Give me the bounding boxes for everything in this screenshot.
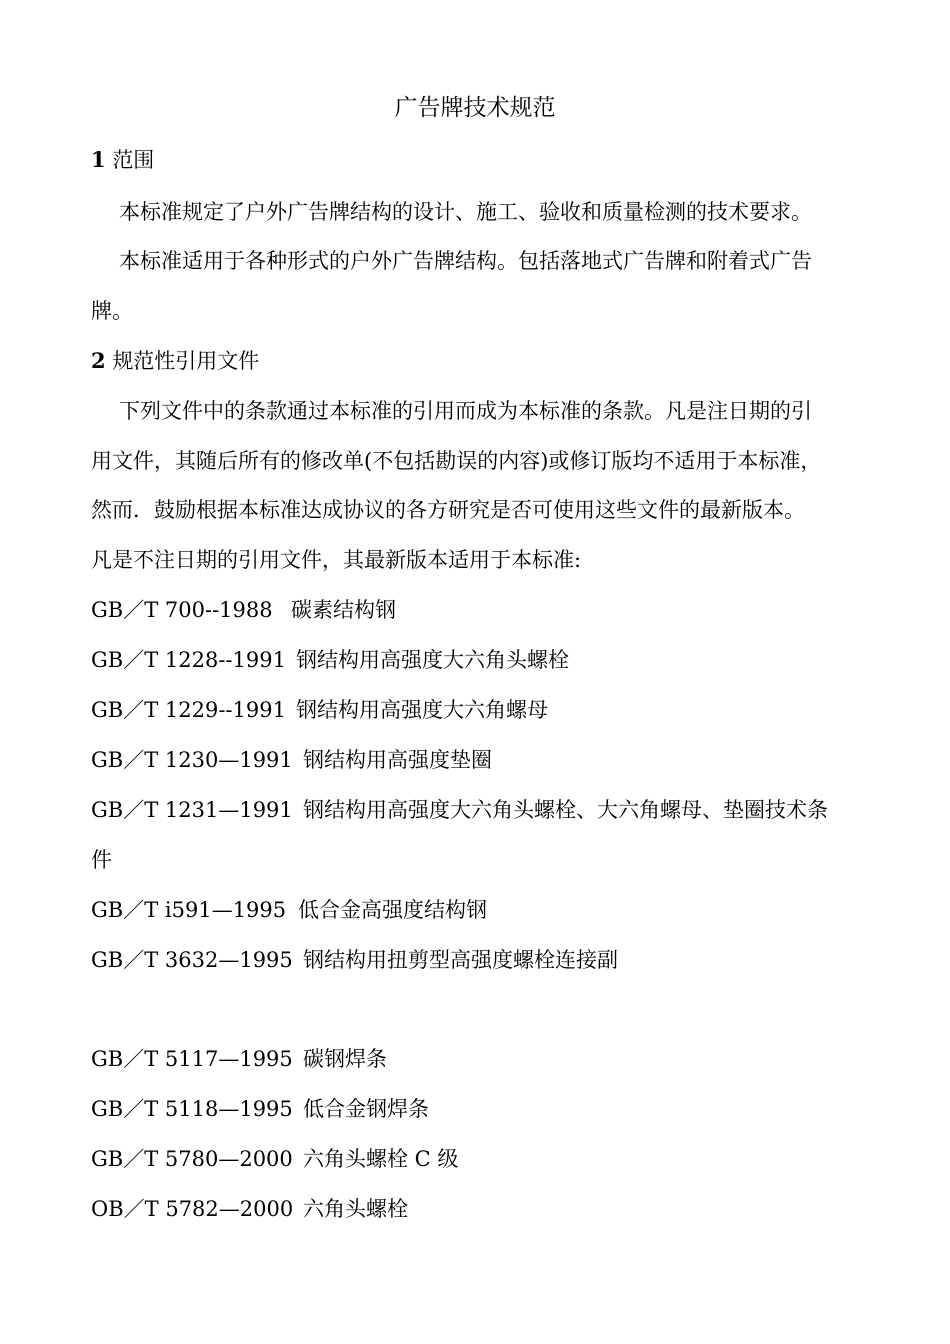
reference-name: 低合金钢焊条 xyxy=(303,1097,429,1121)
reference-item xyxy=(91,645,569,675)
reference-code: GB／T i591—1995 xyxy=(91,898,287,922)
section-1-heading xyxy=(91,145,154,175)
reference-code: GB／T 5780—2000 xyxy=(91,1147,293,1171)
reference-code: GB／T 1230—1991 xyxy=(91,748,293,772)
reference-name: 六角头螺栓 C 级 xyxy=(303,1147,459,1171)
section-1-paragraph-2-line-1: 本标准适用于各种形式的户外广告牌结构。包括落地式广告牌和附着式广告 xyxy=(119,249,812,273)
section-1-number: 1 xyxy=(91,147,106,172)
reference-code: GB／T 1231—1991 xyxy=(91,798,293,822)
section-2-paragraph-line-4: 凡是不注日期的引用文件，其最新版本适用于本标准: xyxy=(91,548,582,572)
reference-item xyxy=(91,1194,408,1224)
reference-name: 钢结构用高强度垫圈 xyxy=(303,748,492,772)
reference-item xyxy=(91,1044,387,1074)
reference-item xyxy=(91,595,396,625)
section-1-paragraph-1: 本标准规定了户外广告牌结构的设计、施工、验收和质量检测的技术要求。 xyxy=(119,200,812,224)
reference-item xyxy=(91,795,828,825)
reference-item xyxy=(91,1094,429,1124)
section-2-number: 2 xyxy=(91,348,106,373)
reference-item xyxy=(91,895,487,925)
reference-code: GB／T 3632—1995 xyxy=(91,948,293,972)
reference-code: GB／T 5118—1995 xyxy=(91,1097,293,1121)
section-2-paragraph-line-3: 然而．鼓励根据本标准达成协议的各方研究是否可使用这些文件的最新版本。 xyxy=(91,498,805,522)
reference-name: 钢结构用高强度大六角头螺栓 xyxy=(296,648,569,672)
reference-code: GB／T 700--1988 xyxy=(91,598,273,622)
section-2-paragraph-line-1: 下列文件中的条款通过本标准的引用而成为本标准的条款。凡是注日期的引 xyxy=(119,399,812,423)
reference-item xyxy=(91,1144,459,1174)
reference-code: GB／T 1229--1991 xyxy=(91,698,286,722)
section-2-heading xyxy=(91,346,259,376)
reference-name: 低合金高强度结构钢 xyxy=(298,898,487,922)
reference-name: 六角头螺栓 xyxy=(303,1197,408,1221)
section-1-title: 范围 xyxy=(112,148,155,172)
reference-code: OB／T 5782—2000 xyxy=(91,1197,294,1221)
section-2-title: 规范性引用文件 xyxy=(112,349,260,373)
reference-name: 钢结构用扭剪型高强度螺栓连接副 xyxy=(303,948,618,972)
reference-item xyxy=(91,695,548,725)
reference-code: GB／T 1228--1991 xyxy=(91,648,286,672)
reference-code: GB／T 5117—1995 xyxy=(91,1047,293,1071)
reference-name: 钢结构用高强度大六角头螺栓、大六角螺母、垫圈技术条 xyxy=(303,798,828,822)
reference-name: 钢结构用高强度大六角螺母 xyxy=(296,698,548,722)
section-2-paragraph-line-2: 用文件，其随后所有的修改单(不包括勘误的内容)或修订版均不适用于本标准， xyxy=(91,449,822,473)
reference-name: 碳素结构钢 xyxy=(291,598,396,622)
reference-name-continuation: 件 xyxy=(91,848,112,872)
reference-item xyxy=(91,745,492,775)
reference-item xyxy=(91,945,618,975)
reference-name: 碳钢焊条 xyxy=(303,1047,387,1071)
document-title: 广告牌技术规范 xyxy=(394,95,556,121)
section-1-paragraph-2-line-2: 牌。 xyxy=(91,299,133,323)
